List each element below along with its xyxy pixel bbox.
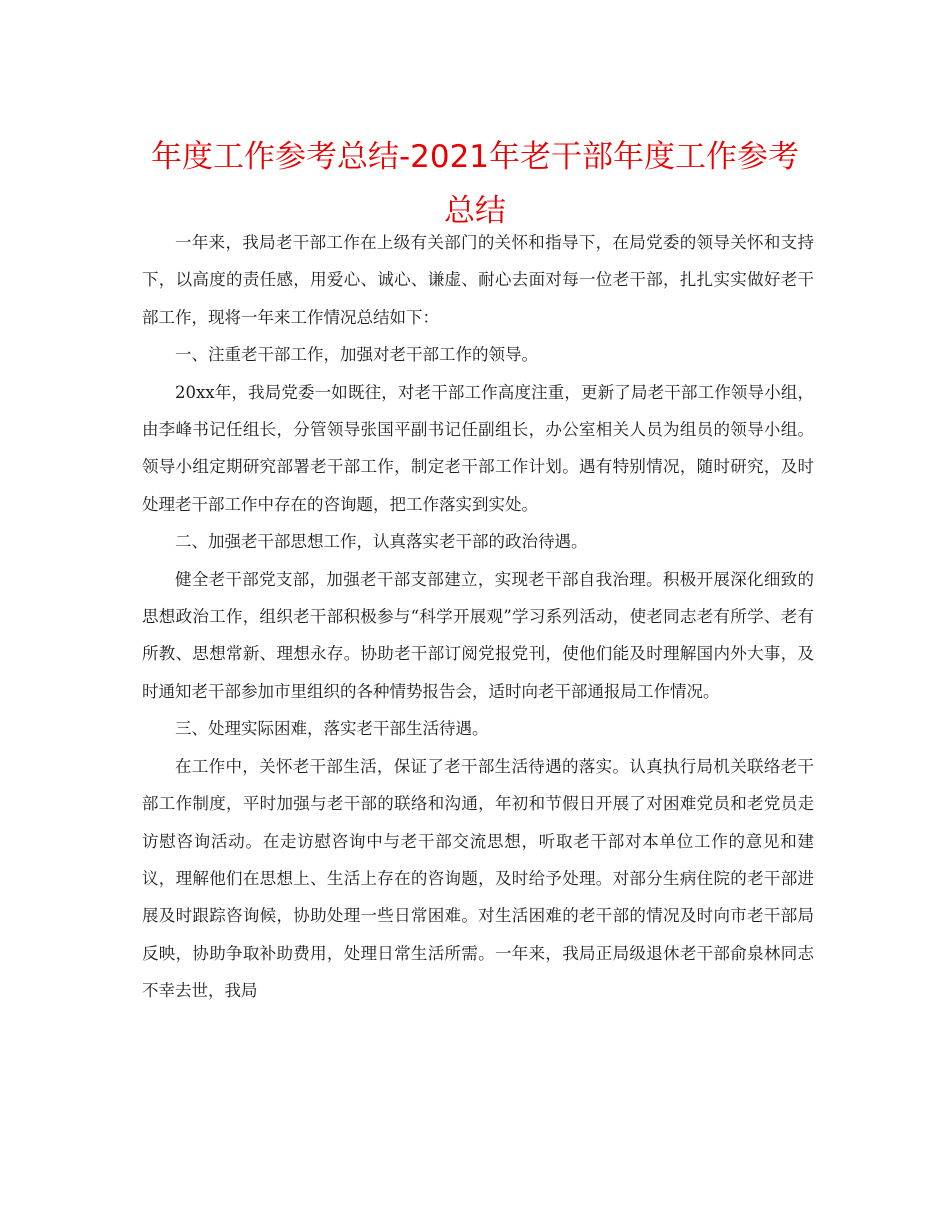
section-heading-3: 三、处理实际困难，落实老干部生活待遇。	[175, 719, 489, 739]
document-title	[130, 130, 820, 238]
section-heading-2: 二、加强老干部思想工作，认真落实老干部的政治待遇。	[175, 532, 588, 552]
section-heading-1: 一、注重老干部工作，加强对老干部工作的领导。	[175, 345, 538, 365]
document-title-line-1: 年度工作参考总结-2021年老干部年度工作参考	[150, 139, 800, 175]
paragraph-section-2: 健全老干部党支部，加强老干部支部建立，实现老干部自我治理。积极开展深化细致的思想政治工作，组织老干部积极参与“科学开展观”学习系列活动，使老同志老有所学、老有所教、思想常新、理想永存。协助老干部订阅党报党刊，使他们能及时理解国内外大事，及时通知老干部参加市里组织的各种情势报告会，适时向老干部通报局工作情况。	[142, 569, 814, 701]
paragraph-section-1: 20xx年，我局党委一如既往，对老干部工作高度注重，更新了局老干部工作领导小组，由李峰书记任组长，分管领导张国平副书记任副组长，办公室相关人员为组员的领导小组。领导小组定期研究部署老干部工作，制定老干部工作计划。遇有特别情况，随时研究，及时处理老干部工作中存在的咨询题，把工作落实到实处。	[142, 382, 814, 514]
document-body	[142, 224, 814, 1010]
paragraph-section-3: 在工作中，关怀老干部生活，保证了老干部生活待遇的落实。认真执行局机关联络老干部工作制度，平时加强与老干部的联络和沟通，年初和节假日开展了对困难党员和老党员走访慰咨询活动。在走访慰咨询中与老干部交流思想，听取老干部对本单位工作的意见和建议，理解他们在思想上、生活上存在的咨询题，及时给予处理。对部分生病住院的老干部进展及时跟踪咨询候，协助处理一些日常困难。对生活困难的老干部的情况及时向市老干部局反映，协助争取补助费用，处理日常生活所需。一年来，我局正局级退休老干部俞泉林同志不幸去世，我局	[142, 756, 814, 1001]
document-title-line-2: 总结	[444, 193, 506, 229]
paragraph-intro: 一年来，我局老干部工作在上级有关部门的关怀和指导下，在局党委的领导关怀和支持下，以高度的责任感，用爱心、诚心、谦虚、耐心去面对每一位老干部，扎扎实实做好老干部工作，现将一年来工作情况总结如下：	[142, 233, 814, 327]
